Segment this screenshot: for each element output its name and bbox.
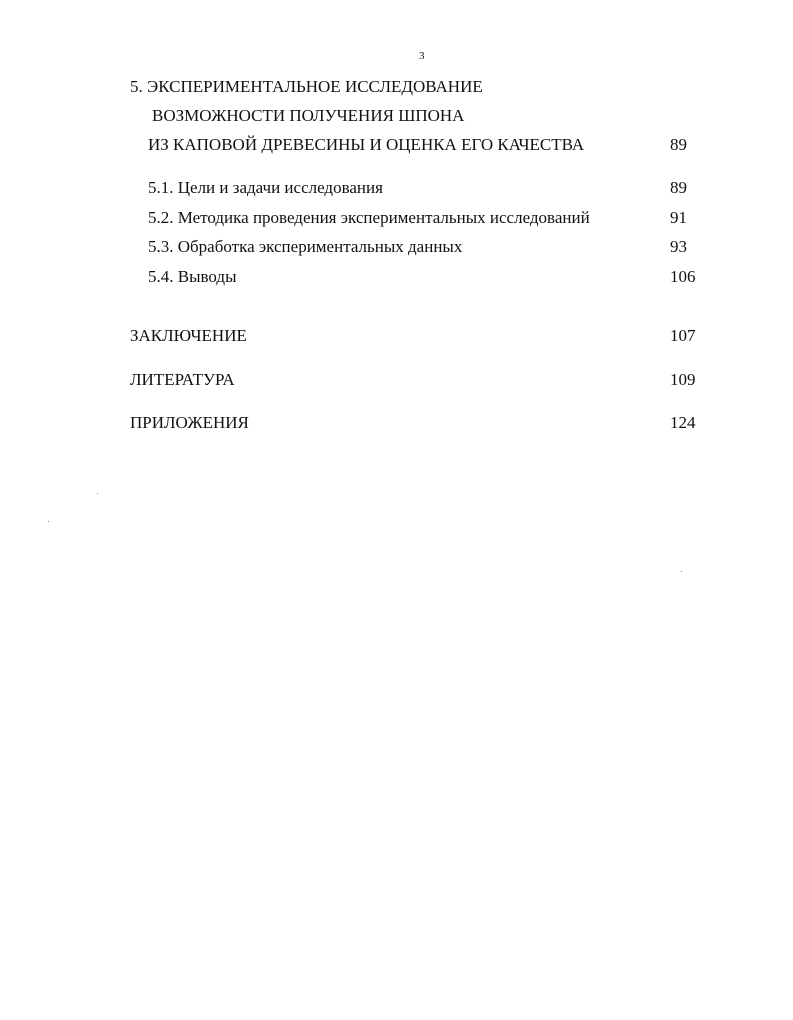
- section-title: 5.4. Выводы: [148, 267, 237, 286]
- chapter-title-line-2: ВОЗМОЖНОСТИ ПОЛУЧЕНИЯ ШПОНА: [152, 106, 465, 125]
- scan-speck: [97, 493, 98, 494]
- chapter-title-line-1: 5. ЭКСПЕРИМЕНТАЛЬНОЕ ИССЛЕДОВАНИЕ: [130, 77, 483, 96]
- entry-page: 109: [670, 370, 696, 389]
- section-title: 5.3. Обработка экспериментальных данных: [148, 237, 463, 256]
- entry-title-literature: ЛИТЕРАТУРА: [130, 370, 235, 389]
- section-title: 5.1. Цели и задачи исследования: [148, 178, 383, 197]
- section-page: 89: [670, 178, 687, 197]
- entry-page: 124: [670, 413, 696, 432]
- page-number: 3: [419, 50, 425, 62]
- entry-title-conclusion: ЗАКЛЮЧЕНИЕ: [130, 326, 247, 345]
- chapter-page: 89: [670, 135, 687, 154]
- section-page: 93: [670, 237, 687, 256]
- section-page: 91: [670, 208, 687, 227]
- scan-speck: [48, 521, 49, 522]
- scan-speck: [681, 571, 682, 572]
- section-title: 5.2. Методика проведения экспериментальных исследований: [148, 208, 590, 227]
- chapter-title-line-3: ИЗ КАПОВОЙ ДРЕВЕСИНЫ И ОЦЕНКА ЕГО КАЧЕСТВА: [148, 135, 585, 154]
- section-page: 106: [670, 267, 696, 286]
- entry-title-appendices: ПРИЛОЖЕНИЯ: [130, 413, 249, 432]
- entry-page: 107: [670, 326, 696, 345]
